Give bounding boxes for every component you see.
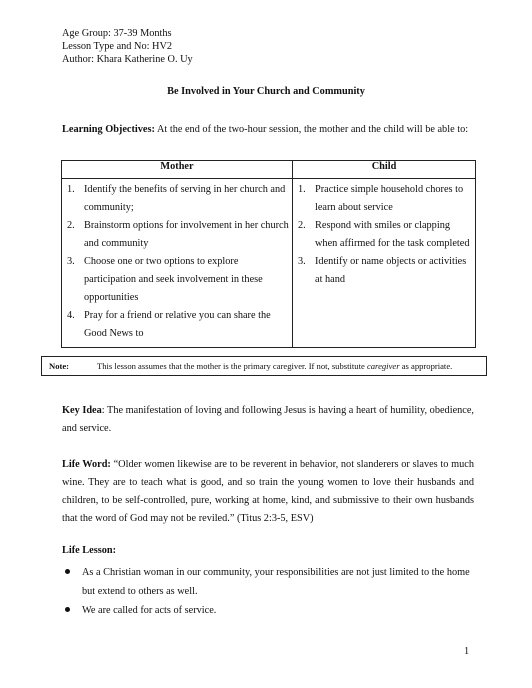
life-lesson-label: Life Lesson:	[62, 545, 117, 556]
list-item: 3. Identify or name objects or activities at hand	[298, 256, 467, 285]
bullet-icon	[65, 569, 70, 574]
age-group: Age Group: 37-39 Months	[62, 28, 172, 39]
author: Author: Khara Katherine O. Uy	[62, 54, 193, 65]
lesson-meta	[62, 27, 193, 66]
objectives-label: Learning Objectives:	[62, 124, 155, 135]
key-idea-text: : The manifestation of loving and following Jesus is having a heart of humility, obedience, and service.	[62, 405, 474, 434]
note-label: Note:	[49, 361, 70, 371]
learning-objectives	[62, 121, 474, 138]
lesson-type: Lesson Type and No: HV2	[62, 41, 173, 52]
key-idea-label: Key Idea	[62, 405, 102, 416]
mother-cell	[62, 179, 293, 348]
bullet-icon	[65, 607, 70, 612]
objectives-table	[61, 160, 476, 348]
list-item: 2. Brainstorm options for involvement in her church and community	[67, 220, 289, 249]
life-word-text: “Older women likewise are to be reverent in behavior, not slanderers or slaves to much wine. They are to teach what is good, and so train the young women to love their husbands and children, to be self-controlled, pure, working at home, kind, and submissive to their own husbands that the word of God may not be reviled.” (Titus 2:3-5, ESV)	[62, 459, 474, 524]
key-idea	[62, 402, 474, 438]
note-text: This lesson assumes that the mother is the primary caregiver. If not, substitute caregiver as appropriate.	[97, 361, 453, 371]
life-word	[62, 456, 474, 528]
list-item: 3. Choose one or two options to explore participation and seek involvement in these opportunities	[67, 256, 263, 303]
child-header: Child	[293, 161, 476, 179]
mother-objectives	[65, 181, 289, 343]
life-lesson-list	[62, 563, 474, 620]
note-box	[41, 356, 487, 376]
objectives-text: At the end of the two-hour session, the mother and the child will be able to:	[154, 124, 469, 135]
child-objectives	[296, 181, 472, 289]
page-number: 1	[464, 646, 470, 657]
mother-header: Mother	[62, 161, 293, 179]
life-word-label: Life Word:	[62, 459, 111, 470]
lesson-title: Be Involved in Your Church and Community	[167, 86, 365, 97]
list-item: 1. Identify the benefits of serving in her church and community;	[67, 184, 286, 213]
list-item: As a Christian woman in our community, your responsibilities are not just limited to the home but extend to others as well.	[62, 563, 474, 601]
list-item: 1. Practice simple household chores to learn about service	[298, 184, 464, 213]
child-cell	[293, 179, 476, 348]
list-item: 2. Respond with smiles or clapping when affirmed for the task completed	[298, 220, 470, 249]
list-item: 4. Pray for a friend or relative you can share the Good News to	[67, 310, 271, 339]
list-item: We are called for acts of service.	[62, 601, 474, 620]
